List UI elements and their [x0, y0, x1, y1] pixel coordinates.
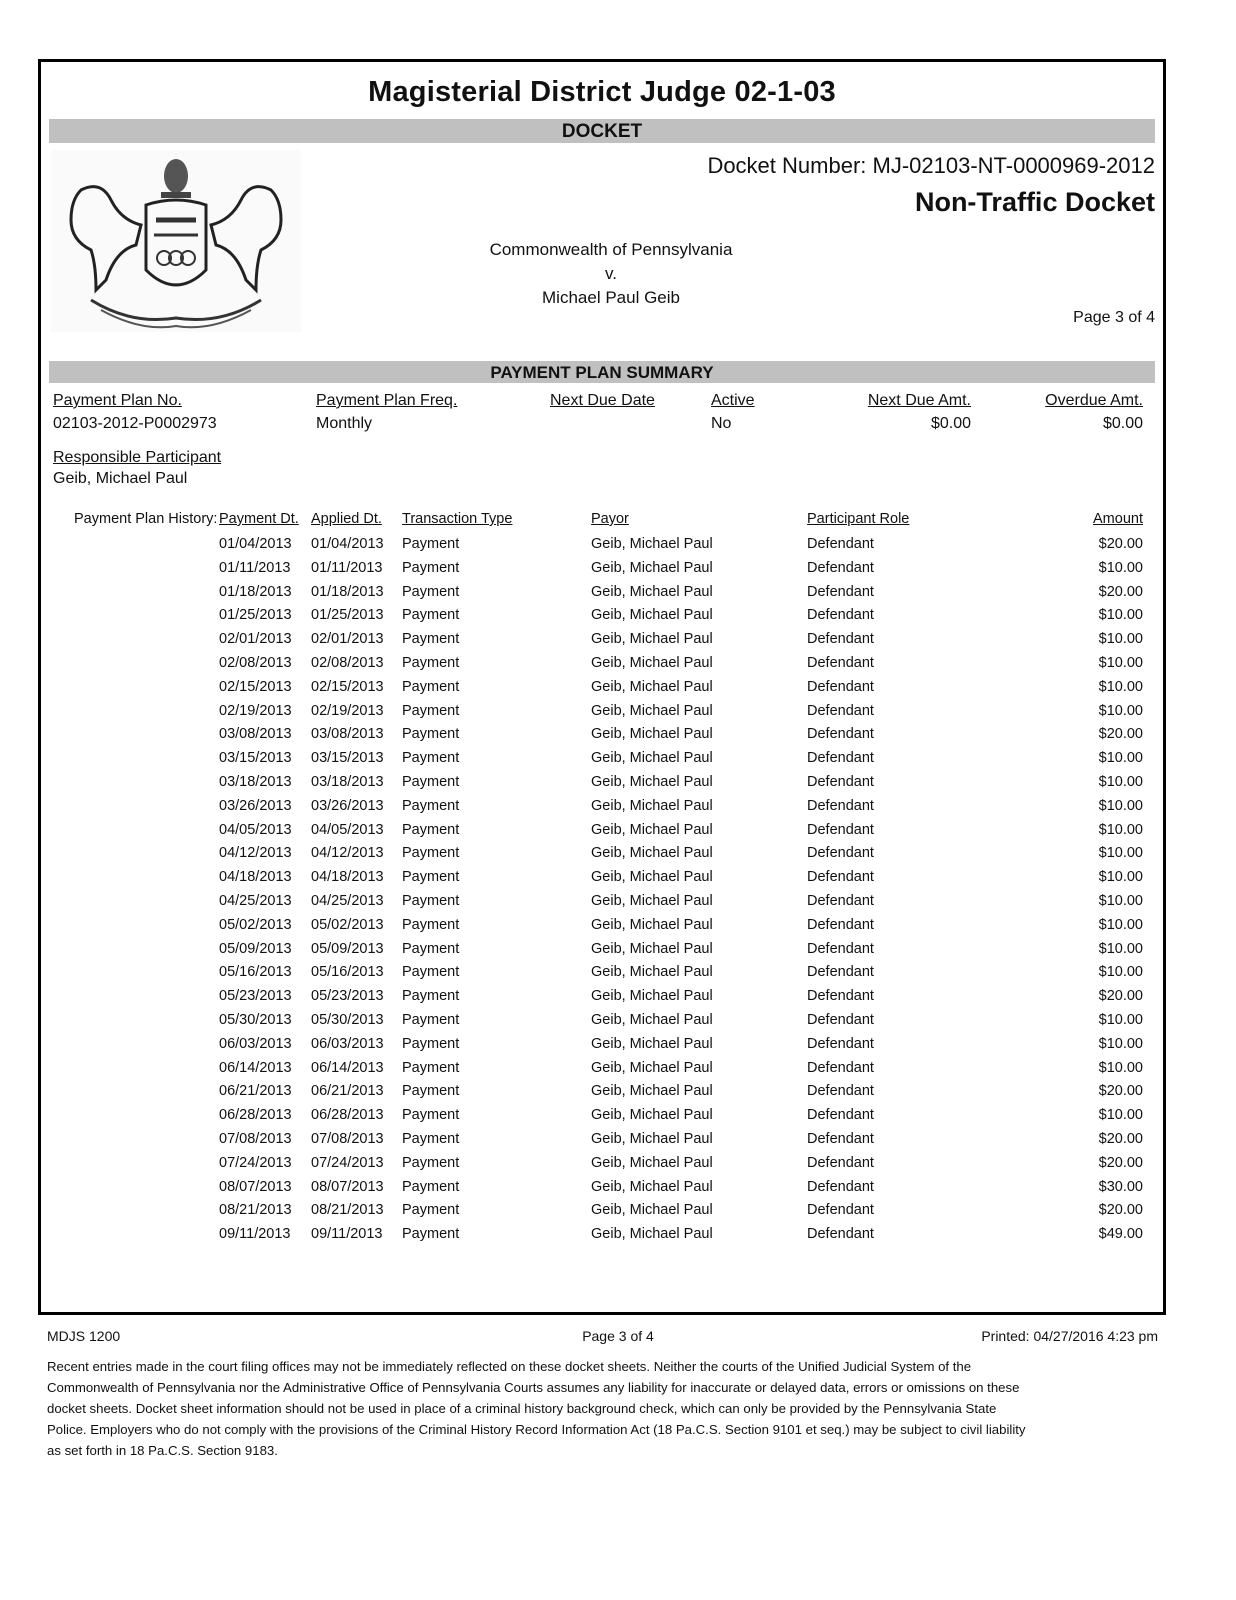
- amount: $10.00: [1098, 559, 1143, 576]
- transaction-type: Payment: [402, 1083, 460, 1100]
- applied-date: 09/11/2013: [311, 1226, 383, 1243]
- next-due-amt-value: $0.00: [930, 415, 971, 432]
- transaction-type: Payment: [402, 631, 460, 648]
- payment-plan-summary-band: PAYMENT PLAN SUMMARY: [49, 361, 1155, 383]
- payment-date: 05/02/2013: [219, 916, 292, 933]
- table-row: [41, 964, 1163, 986]
- table-row: [41, 798, 1163, 820]
- footer-page: Page 3 of 4: [582, 1328, 654, 1344]
- amount: $10.00: [1098, 893, 1143, 909]
- payment-date: 07/08/2013: [219, 1131, 292, 1147]
- payment-date: 04/05/2013: [219, 821, 292, 838]
- amount: $20.00: [1098, 583, 1143, 600]
- payor: Geib, Michael Paul: [591, 750, 713, 767]
- participant-role: Defendant: [807, 559, 874, 576]
- versus: v.: [605, 264, 617, 283]
- payor: Geib, Michael Paul: [591, 726, 713, 743]
- participant-role: Defendant: [807, 869, 874, 886]
- amount: $10.00: [1098, 964, 1143, 981]
- case-caption: [461, 238, 761, 310]
- payment-date: 02/19/2013: [219, 702, 292, 719]
- payment-date: 06/21/2013: [219, 1083, 292, 1100]
- participant-role: Defendant: [807, 774, 874, 790]
- applied-date: 04/05/2013: [311, 821, 384, 838]
- participant-role: Defendant: [807, 845, 874, 862]
- participant-role: Defendant: [807, 1035, 874, 1052]
- payment-date: 08/21/2013: [219, 1202, 292, 1219]
- payor: Geib, Michael Paul: [591, 583, 713, 600]
- table-row: [41, 1131, 1163, 1153]
- participant-role: Defendant: [807, 1012, 874, 1028]
- applied-date: 03/08/2013: [311, 726, 384, 743]
- payment-date: 05/16/2013: [219, 964, 292, 981]
- payment-date: 03/26/2013: [219, 797, 292, 814]
- applied-date: 03/18/2013: [311, 774, 384, 790]
- col-transaction-type: Transaction Type: [402, 511, 513, 527]
- applied-date: 02/15/2013: [311, 678, 384, 695]
- col-plan-no: Payment Plan No.: [53, 392, 182, 409]
- applied-date: 05/16/2013: [311, 964, 384, 981]
- transaction-type: Payment: [402, 774, 460, 790]
- applied-date: 04/12/2013: [311, 845, 384, 862]
- plan-no-value: 02103-2012-P0002973: [53, 415, 217, 432]
- transaction-type: Payment: [402, 726, 460, 743]
- transaction-type: Payment: [402, 750, 460, 767]
- participant-role: Defendant: [807, 1226, 874, 1243]
- participant-role: Defendant: [807, 1154, 874, 1171]
- payor: Geib, Michael Paul: [591, 1107, 713, 1124]
- amount: $10.00: [1098, 678, 1143, 695]
- payor: Geib, Michael Paul: [591, 964, 713, 981]
- transaction-type: Payment: [402, 893, 460, 909]
- participant-role: Defendant: [807, 1083, 874, 1100]
- page-indicator: Page 3 of 4: [1073, 309, 1155, 326]
- transaction-type: Payment: [402, 607, 460, 624]
- amount: $10.00: [1098, 1035, 1143, 1052]
- responsible-participant-value: Geib, Michael Paul: [53, 470, 188, 487]
- amount: $20.00: [1098, 1202, 1143, 1219]
- participant-role: Defendant: [807, 583, 874, 600]
- col-next-due-date: Next Due Date: [550, 392, 655, 409]
- transaction-type: Payment: [402, 940, 460, 957]
- payment-date: 01/25/2013: [219, 607, 292, 624]
- participant-role: Defendant: [807, 536, 874, 552]
- amount: $10.00: [1098, 821, 1143, 838]
- applied-date: 01/11/2013: [311, 559, 383, 576]
- col-overdue-amt: Overdue Amt.: [1045, 392, 1143, 409]
- applied-date: 03/26/2013: [311, 797, 384, 814]
- payor: Geib, Michael Paul: [591, 1202, 713, 1219]
- table-row: [41, 1036, 1163, 1058]
- amount: $10.00: [1098, 655, 1143, 671]
- payment-date: 06/03/2013: [219, 1035, 292, 1052]
- amount: $10.00: [1098, 607, 1143, 624]
- applied-date: 06/28/2013: [311, 1107, 384, 1124]
- applied-date: 01/18/2013: [311, 583, 384, 600]
- payor: Geib, Michael Paul: [591, 1226, 713, 1243]
- participant-role: Defendant: [807, 988, 874, 1005]
- applied-date: 08/07/2013: [311, 1178, 384, 1195]
- applied-date: 08/21/2013: [311, 1202, 384, 1219]
- payor: Geib, Michael Paul: [591, 1083, 713, 1100]
- applied-date: 05/23/2013: [311, 988, 384, 1005]
- amount: $20.00: [1098, 988, 1143, 1005]
- payor: Geib, Michael Paul: [591, 940, 713, 957]
- transaction-type: Payment: [402, 583, 460, 600]
- printed-timestamp: Printed: 04/27/2016 4:23 pm: [981, 1328, 1158, 1344]
- participant-role: Defendant: [807, 726, 874, 743]
- transaction-type: Payment: [402, 988, 460, 1005]
- amount: $10.00: [1098, 702, 1143, 719]
- payor: Geib, Michael Paul: [591, 607, 713, 624]
- amount: $30.00: [1098, 1178, 1143, 1195]
- applied-date: 07/08/2013: [311, 1131, 384, 1147]
- table-row: [41, 845, 1163, 867]
- amount: $10.00: [1098, 797, 1143, 814]
- payment-date: 02/01/2013: [219, 631, 292, 648]
- transaction-type: Payment: [402, 536, 460, 552]
- applied-date: 04/25/2013: [311, 893, 384, 909]
- docket-number: Docket Number: MJ-02103-NT-0000969-2012: [707, 153, 1155, 178]
- payor: Geib, Michael Paul: [591, 559, 713, 576]
- participant-role: Defendant: [807, 1131, 874, 1147]
- payment-date: 01/18/2013: [219, 583, 292, 600]
- payment-date: 03/08/2013: [219, 726, 292, 743]
- participant-role: Defendant: [807, 607, 874, 624]
- col-payor: Payor: [591, 511, 629, 527]
- table-row: [41, 703, 1163, 725]
- applied-date: 01/25/2013: [311, 607, 384, 624]
- payment-date: 05/09/2013: [219, 940, 292, 957]
- participant-role: Defendant: [807, 1202, 874, 1219]
- table-row: [41, 679, 1163, 701]
- amount: $10.00: [1098, 845, 1143, 862]
- amount: $10.00: [1098, 631, 1143, 648]
- payor: Geib, Michael Paul: [591, 655, 713, 671]
- amount: $10.00: [1098, 1107, 1143, 1124]
- payment-date: 09/11/2013: [219, 1226, 291, 1243]
- payment-date: 04/12/2013: [219, 845, 292, 862]
- transaction-type: Payment: [402, 678, 460, 695]
- court-title: Magisterial District Judge 02-1-03: [368, 76, 836, 108]
- payment-date: 01/04/2013: [219, 536, 292, 552]
- table-row: [41, 774, 1163, 796]
- table-row: [41, 560, 1163, 582]
- participant-role: Defendant: [807, 750, 874, 767]
- transaction-type: Payment: [402, 1154, 460, 1171]
- participant-role: Defendant: [807, 964, 874, 981]
- applied-date: 06/14/2013: [311, 1059, 384, 1076]
- payment-date: 06/14/2013: [219, 1059, 292, 1076]
- table-row: [41, 750, 1163, 772]
- amount: $10.00: [1098, 940, 1143, 957]
- amount: $10.00: [1098, 1059, 1143, 1076]
- table-row: [41, 1083, 1163, 1105]
- applied-date: 05/09/2013: [311, 940, 384, 957]
- table-row: [41, 1155, 1163, 1177]
- participant-role: Defendant: [807, 631, 874, 648]
- payment-date: 04/18/2013: [219, 869, 292, 886]
- payor: Geib, Michael Paul: [591, 678, 713, 695]
- table-row: [41, 607, 1163, 629]
- participant-role: Defendant: [807, 916, 874, 933]
- payor: Geib, Michael Paul: [591, 702, 713, 719]
- history-label: Payment Plan History:: [74, 511, 218, 527]
- transaction-type: Payment: [402, 869, 460, 886]
- payor: Geib, Michael Paul: [591, 821, 713, 838]
- payor: Geib, Michael Paul: [591, 1012, 713, 1028]
- participant-role: Defendant: [807, 940, 874, 957]
- transaction-type: Payment: [402, 559, 460, 576]
- participant-role: Defendant: [807, 1178, 874, 1195]
- col-applied-dt: Applied Dt.: [311, 511, 382, 527]
- transaction-type: Payment: [402, 655, 460, 671]
- applied-date: 02/19/2013: [311, 702, 384, 719]
- table-row: [41, 536, 1163, 558]
- payment-date: 06/28/2013: [219, 1107, 292, 1124]
- plaintiff-name: Commonwealth of Pennsylvania: [489, 240, 733, 259]
- history-header: [41, 511, 1163, 533]
- responsible-participant-label: Responsible Participant: [53, 449, 222, 466]
- transaction-type: Payment: [402, 964, 460, 981]
- col-participant-role: Participant Role: [807, 511, 910, 527]
- payor: Geib, Michael Paul: [591, 893, 713, 909]
- form-id: MDJS 1200: [47, 1328, 121, 1344]
- payment-date: 01/11/2013: [219, 559, 291, 576]
- payor: Geib, Michael Paul: [591, 988, 713, 1005]
- transaction-type: Payment: [402, 916, 460, 933]
- table-row: [41, 1012, 1163, 1034]
- table-row: [41, 726, 1163, 748]
- payment-date: 04/25/2013: [219, 893, 292, 909]
- table-row: [41, 941, 1163, 963]
- participant-role: Defendant: [807, 655, 874, 671]
- participant-role: Defendant: [807, 678, 874, 695]
- amount: $20.00: [1098, 1131, 1143, 1147]
- pennsylvania-seal-icon: [51, 150, 301, 332]
- table-row: [41, 1179, 1163, 1201]
- payment-date: 03/18/2013: [219, 774, 292, 790]
- participant-role: Defendant: [807, 702, 874, 719]
- table-row: [41, 917, 1163, 939]
- transaction-type: Payment: [402, 1178, 460, 1195]
- applied-date: 05/30/2013: [311, 1012, 384, 1028]
- active-value: No: [711, 415, 732, 432]
- transaction-type: Payment: [402, 1035, 460, 1052]
- table-row: [41, 1060, 1163, 1082]
- table-row: [41, 869, 1163, 891]
- participant-role: Defendant: [807, 1107, 874, 1124]
- payment-date: 05/30/2013: [219, 1012, 292, 1028]
- amount: $20.00: [1098, 1083, 1143, 1100]
- applied-date: 02/01/2013: [311, 631, 384, 648]
- amount: $10.00: [1098, 774, 1143, 790]
- transaction-type: Payment: [402, 1131, 460, 1147]
- payor: Geib, Michael Paul: [591, 1035, 713, 1052]
- transaction-type: Payment: [402, 845, 460, 862]
- plan-freq-value: Monthly: [316, 415, 373, 432]
- applied-date: 06/21/2013: [311, 1083, 384, 1100]
- payment-date: 03/15/2013: [219, 750, 292, 767]
- amount: $49.00: [1098, 1226, 1143, 1243]
- amount: $10.00: [1098, 869, 1143, 886]
- transaction-type: Payment: [402, 1059, 460, 1076]
- transaction-type: Payment: [402, 1012, 460, 1028]
- applied-date: 04/18/2013: [311, 869, 384, 886]
- participant-role: Defendant: [807, 821, 874, 838]
- table-row: [41, 1107, 1163, 1129]
- payor: Geib, Michael Paul: [591, 774, 713, 790]
- amount: $10.00: [1098, 750, 1143, 767]
- transaction-type: Payment: [402, 1107, 460, 1124]
- amount: $10.00: [1098, 916, 1143, 933]
- docket-frame: [38, 59, 1166, 1315]
- transaction-type: Payment: [402, 1226, 460, 1243]
- participant-role: Defendant: [807, 1059, 874, 1076]
- table-row: [41, 631, 1163, 653]
- col-plan-freq: Payment Plan Freq.: [316, 392, 458, 409]
- table-row: [41, 988, 1163, 1010]
- payor: Geib, Michael Paul: [591, 1131, 713, 1147]
- amount: $20.00: [1098, 536, 1143, 552]
- table-row: [41, 1226, 1163, 1248]
- applied-date: 01/04/2013: [311, 536, 384, 552]
- amount: $20.00: [1098, 1154, 1143, 1171]
- applied-date: 02/08/2013: [311, 655, 384, 671]
- payor: Geib, Michael Paul: [591, 536, 713, 552]
- table-row: [41, 655, 1163, 677]
- payor: Geib, Michael Paul: [591, 631, 713, 648]
- docket-type: Non-Traffic Docket: [914, 187, 1155, 217]
- amount: $20.00: [1098, 726, 1143, 743]
- payor: Geib, Michael Paul: [591, 1178, 713, 1195]
- applied-date: 05/02/2013: [311, 916, 384, 933]
- transaction-type: Payment: [402, 702, 460, 719]
- payor: Geib, Michael Paul: [591, 869, 713, 886]
- table-row: [41, 1202, 1163, 1224]
- table-row: [41, 822, 1163, 844]
- overdue-amt-value: $0.00: [1102, 415, 1143, 432]
- transaction-type: Payment: [402, 821, 460, 838]
- amount: $10.00: [1098, 1012, 1143, 1028]
- payor: Geib, Michael Paul: [591, 845, 713, 862]
- participant-role: Defendant: [807, 797, 874, 814]
- col-payment-dt: Payment Dt.: [219, 511, 299, 527]
- payor: Geib, Michael Paul: [591, 1154, 713, 1171]
- col-next-due-amt: Next Due Amt.: [867, 392, 971, 409]
- transaction-type: Payment: [402, 797, 460, 814]
- participant-role: Defendant: [807, 893, 874, 909]
- payment-date: 02/08/2013: [219, 655, 292, 671]
- disclaimer: Recent entries made in the court filing offices may not be immediately reflected on these docket sheets. Neither the courts of the Unified Judicial System of the Commonwealth of Pennsylvania nor the Administrative Office of Pennsylvania Courts assumes any liability for inaccurate or delayed data, errors or omissions on these docket sheets. Docket sheet information should not be used in place of a criminal history background check, which can only be provided by the Pennsylvania State Police. Employers who do not comply with the provisions of the Criminal History Record Information Act (18 Pa.C.S. Section 9101 et seq.) may be subject to civil liability as set forth in 18 Pa.C.S. Section 9183.: [47, 1359, 1026, 1458]
- payor: Geib, Michael Paul: [591, 916, 713, 933]
- payor: Geib, Michael Paul: [591, 1059, 713, 1076]
- payment-date: 05/23/2013: [219, 988, 292, 1005]
- table-row: [41, 584, 1163, 606]
- defendant-name: Michael Paul Geib: [542, 288, 680, 307]
- payment-date: 07/24/2013: [219, 1154, 292, 1171]
- col-active: Active: [711, 392, 755, 409]
- table-row: [41, 893, 1163, 915]
- payment-date: 08/07/2013: [219, 1178, 292, 1195]
- applied-date: 07/24/2013: [311, 1154, 384, 1171]
- applied-date: 03/15/2013: [311, 750, 384, 767]
- docket-band: DOCKET: [49, 119, 1155, 143]
- transaction-type: Payment: [402, 1202, 460, 1219]
- payor: Geib, Michael Paul: [591, 797, 713, 814]
- applied-date: 06/03/2013: [311, 1035, 384, 1052]
- col-amount: Amount: [1093, 511, 1143, 527]
- payment-date: 02/15/2013: [219, 678, 292, 695]
